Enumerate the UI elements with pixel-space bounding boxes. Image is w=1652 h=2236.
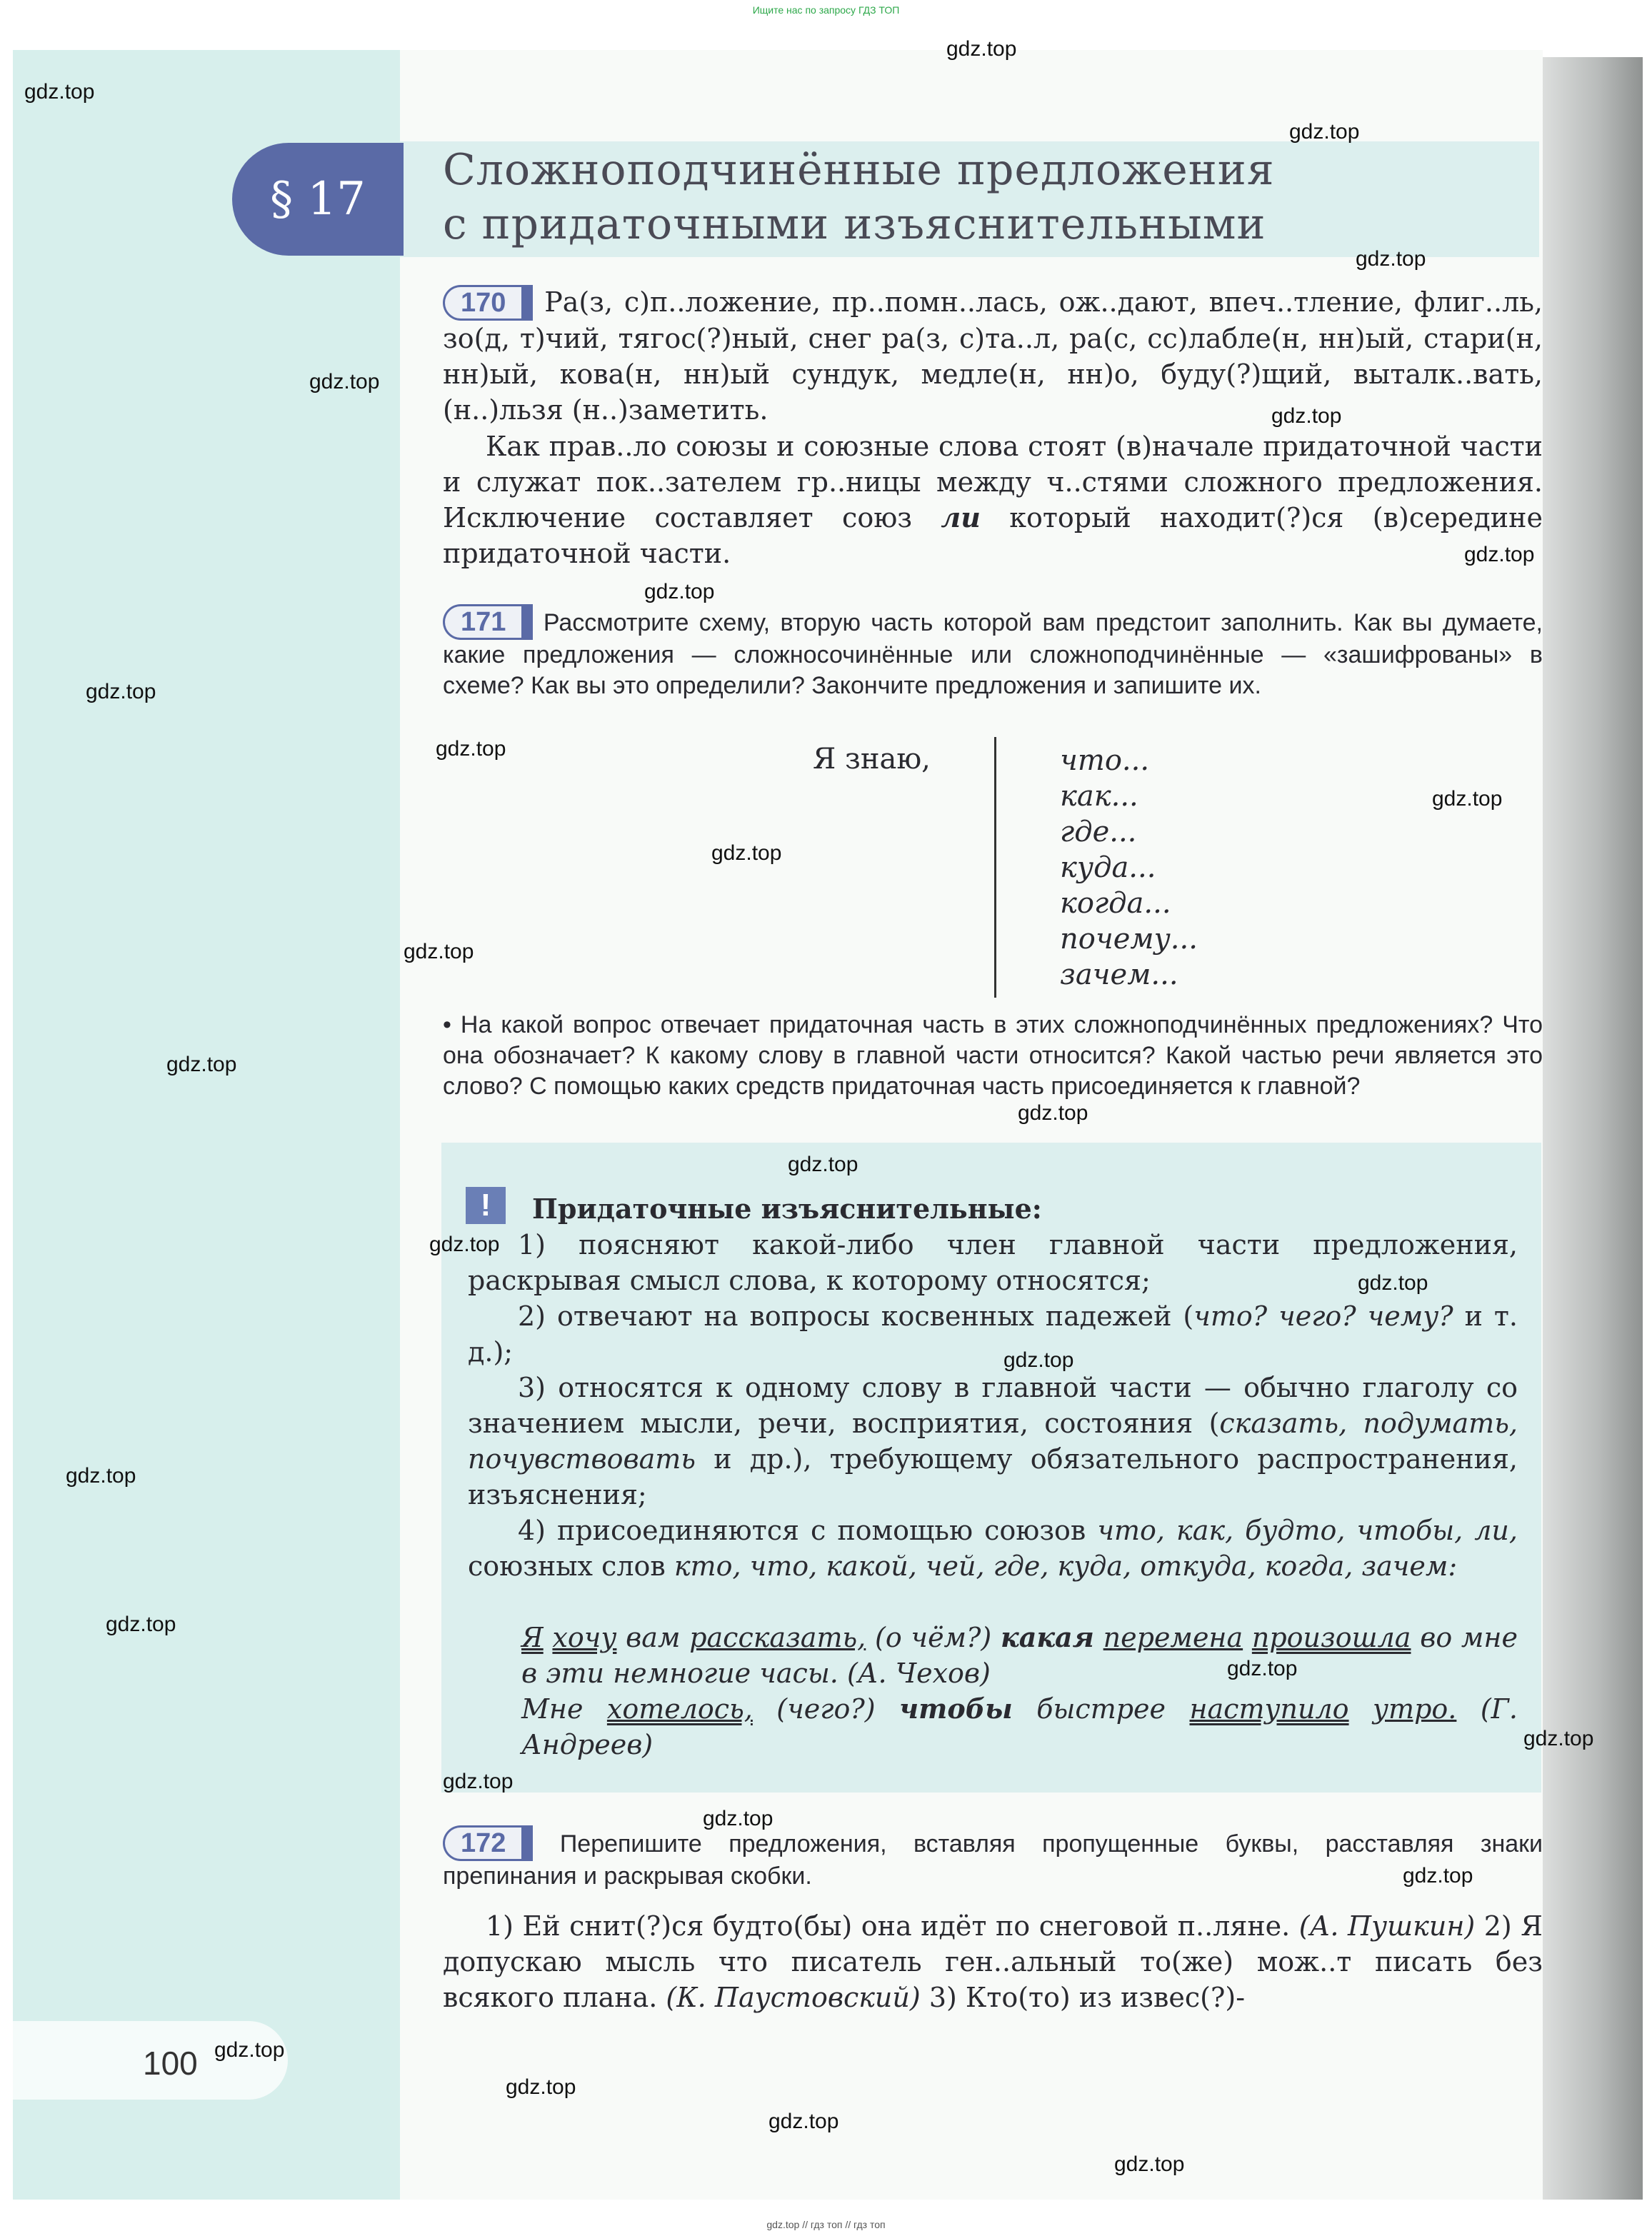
- watermark: gdz.top: [703, 1807, 774, 1830]
- example-1-subject-2: перемена: [1103, 1622, 1243, 1653]
- scheme-item: когда...: [1060, 887, 1171, 920]
- example-1-rest: во мне в эти немногие часы.: [521, 1622, 1518, 1689]
- exercise-number-170: 170: [443, 285, 533, 321]
- rule-point-4: [468, 1513, 1518, 1584]
- exercise-171-task: Рассмотрите схему, вторую часть которой вам предстоит заполнить. Как вы думаете, какие предложения — сложносочинённые или сложноподчинённые — «зашифрованы» в схеме? Как вы это определили? Закончите предложения и запишите их.: [443, 609, 1543, 699]
- watermark: gdz.top: [788, 1153, 858, 1176]
- section-title: [443, 143, 1275, 251]
- top-banner: Ищите нас по запросу ГДЗ ТОП: [752, 4, 900, 16]
- watermark: gdz.top: [1356, 247, 1426, 271]
- scheme-conjunctions: [1060, 743, 1198, 993]
- example-2-conjunction: чтобы: [898, 1693, 1013, 1725]
- watermark: gdz.top: [429, 1233, 500, 1256]
- watermark: gdz.top: [1358, 1271, 1428, 1295]
- exercise-170-words: Ра(з, с)п..ложение, пр..помн..лась, ож..дают, впеч..тление, флиг..ль, зо(д, т)чий, тягос(?)ный, снег ра(з, с)та..л, ра(с, сс)лабле(н, нн)ый, стари(н, нн)ый, кова(н, нн)ый сундук, медле(н, нн)о, буду(?)щий, выталк..вать, (н..)льзя (н..)заметить.: [443, 286, 1543, 426]
- example-1-author: (А. Чехов): [846, 1658, 991, 1689]
- rule-point-2-a: 2) отвечают на вопросы косвенных падежей (: [518, 1300, 1194, 1332]
- scheme-item: что...: [1060, 744, 1150, 777]
- example-2-subject: утро.: [1373, 1693, 1457, 1725]
- exercise-171-question-text: На какой вопрос отвечает придаточная часть в этих сложноподчинённых предложениях? Что она обозначает? К какому слову в главной части относится? Какой частью речи является это слово? С помощью каких средств придаточная часть присоединяется к главной?: [443, 1011, 1543, 1100]
- exercise-171: [443, 604, 1543, 701]
- title-line-2: с придаточными изъяснительными: [443, 199, 1266, 249]
- scheme-item: почему...: [1060, 923, 1198, 956]
- page-number: 100: [143, 2045, 198, 2082]
- watermark: gdz.top: [1289, 120, 1360, 144]
- rule-point-4-words: кто, что, какой, чей, где, куда, откуда, когда, зачем:: [674, 1550, 1458, 1582]
- exercise-171-question: [443, 1010, 1543, 1102]
- example-1-predicate: хочу: [552, 1622, 617, 1653]
- rule-point-4-a: 4) присоединяются с помощью союзов: [518, 1515, 1086, 1546]
- watermark: gdz.top: [24, 80, 95, 104]
- scheme-item: как...: [1060, 780, 1138, 813]
- bottom-banner: gdz.top // гдз топ // гдз топ: [766, 2219, 886, 2230]
- exercise-172-sentence-1: 1) Ей снит(?)ся будто(бы) она идёт по снеговой п..ляне.: [486, 1910, 1291, 1942]
- watermark: gdz.top: [506, 2075, 576, 2099]
- watermark: gdz.top: [86, 680, 156, 703]
- exercise-172-task: Перепишите предложения, вставляя пропущенные буквы, расставляя знаки препинания и раскрывая скобки.: [443, 1830, 1543, 1890]
- section-number-badge: § 17: [232, 143, 404, 256]
- exercise-170-text-b: который находит(?)ся (в)середине придаточной части.: [443, 502, 1543, 569]
- exercise-172-sentence-2: 2) Я допускаю мысль что писатель ген..альный то(же) мож..т писать без всякого плана.: [443, 1910, 1543, 2013]
- watermark: gdz.top: [1432, 787, 1503, 811]
- rule-point-2: [468, 1298, 1518, 1370]
- exercise-170: [443, 284, 1543, 428]
- exercise-number-172: 172: [443, 1825, 533, 1861]
- title-line-1: Сложноподчинённые предложения: [443, 145, 1275, 195]
- watermark: gdz.top: [1227, 1657, 1298, 1680]
- exclamation-icon: !: [466, 1187, 506, 1224]
- exercise-172-author-1: (А. Пушкин): [1298, 1910, 1476, 1942]
- example-1-predicate-2: произошла: [1251, 1622, 1411, 1653]
- exercise-170-text: [443, 428, 1543, 571]
- example-2-author: (Г. Андреев): [521, 1693, 1518, 1760]
- watermark: gdz.top: [309, 370, 380, 393]
- example-1: [521, 1620, 1518, 1691]
- watermark: gdz.top: [644, 580, 715, 603]
- example-1-question: (о чём?): [875, 1622, 992, 1653]
- example-1-subject: Я: [521, 1622, 544, 1653]
- example-2-predicate-2: наступило: [1189, 1693, 1349, 1725]
- exercise-172-sentences: [443, 1908, 1543, 2015]
- example-1-conjunction-word: какая: [1001, 1621, 1094, 1653]
- exercise-172: [443, 1825, 1543, 1892]
- rule-point-3-a: 3) относятся к одному слову в главной части — обычно глаголу со значением мысли, речи, восприятия, состояния (: [468, 1372, 1518, 1439]
- example-2-word-2: быстрее: [1036, 1693, 1166, 1725]
- watermark: gdz.top: [1271, 404, 1342, 428]
- watermark: gdz.top: [1114, 2152, 1185, 2176]
- watermark: gdz.top: [66, 1464, 136, 1488]
- exercise-170-text-a: Как прав..ло союзы и союзные слова стоят (в)начале придаточной части и служат пок..зателем гр..ницы между ч..стями сложного предложения. Исключение составляет союз: [443, 431, 1543, 533]
- scheme-main-part: Я знаю,: [813, 743, 931, 776]
- scheme-item: куда...: [1060, 851, 1156, 884]
- rule-point-4-b: союзных слов: [468, 1550, 666, 1582]
- watermark: gdz.top: [1403, 1864, 1473, 1887]
- scheme-divider: [994, 737, 996, 998]
- book-gutter: [1543, 57, 1643, 2200]
- scheme-item: где...: [1060, 816, 1137, 848]
- scheme-item: зачем...: [1060, 958, 1178, 991]
- rule-point-1: 1) поясняют какой-либо член главной части предложения, раскрывая смысл слова, к которому относятся;: [468, 1229, 1518, 1296]
- watermark: gdz.top: [436, 737, 506, 761]
- watermark: gdz.top: [1523, 1727, 1594, 1750]
- rule-point-3-b: и др.), требующему обязательного распространения, изъяснения;: [468, 1443, 1518, 1510]
- bullet-icon: •: [443, 1011, 451, 1038]
- example-2-predicate: хотелось,: [606, 1693, 753, 1725]
- watermark: gdz.top: [711, 841, 782, 865]
- watermark: gdz.top: [946, 37, 1017, 61]
- example-2-question: (чего?): [776, 1693, 876, 1725]
- rule-heading-text: Придаточные изъяснительные:: [532, 1193, 1042, 1225]
- rule-point-2-questions: что? чего? чему?: [1193, 1300, 1453, 1332]
- example-1-explained-word: рассказать,: [689, 1622, 866, 1653]
- watermark: gdz.top: [166, 1053, 237, 1076]
- rule-point-3-verbs: сказать, подумать, почувствовать: [468, 1408, 1518, 1475]
- exercise-172-sentence-3: 3) Кто(то) из извес(?)-: [928, 1982, 1246, 2013]
- watermark: gdz.top: [769, 2110, 839, 2133]
- rule-point-4-conjunctions: что, как, будто, чтобы, ли,: [1097, 1515, 1518, 1546]
- exercise-172-author-2: (К. Паустовский): [666, 1982, 921, 2013]
- watermark: gdz.top: [214, 2038, 285, 2062]
- watermark: gdz.top: [1003, 1348, 1074, 1372]
- example-2: [521, 1691, 1518, 1763]
- watermark: gdz.top: [106, 1613, 176, 1636]
- exercise-number-171: 171: [443, 604, 533, 640]
- rule-point-2-b: и т. д.);: [468, 1300, 1518, 1368]
- watermark: gdz.top: [1018, 1101, 1088, 1125]
- watermark: gdz.top: [443, 1770, 514, 1793]
- rule-point-3: [468, 1370, 1518, 1513]
- watermark: gdz.top: [404, 940, 474, 963]
- example-1-word: вам: [626, 1622, 681, 1653]
- watermark: gdz.top: [1464, 543, 1535, 566]
- conjunction-li: ли: [941, 501, 981, 533]
- rule-heading: [532, 1191, 1532, 1227]
- example-2-word: Мне: [521, 1693, 584, 1725]
